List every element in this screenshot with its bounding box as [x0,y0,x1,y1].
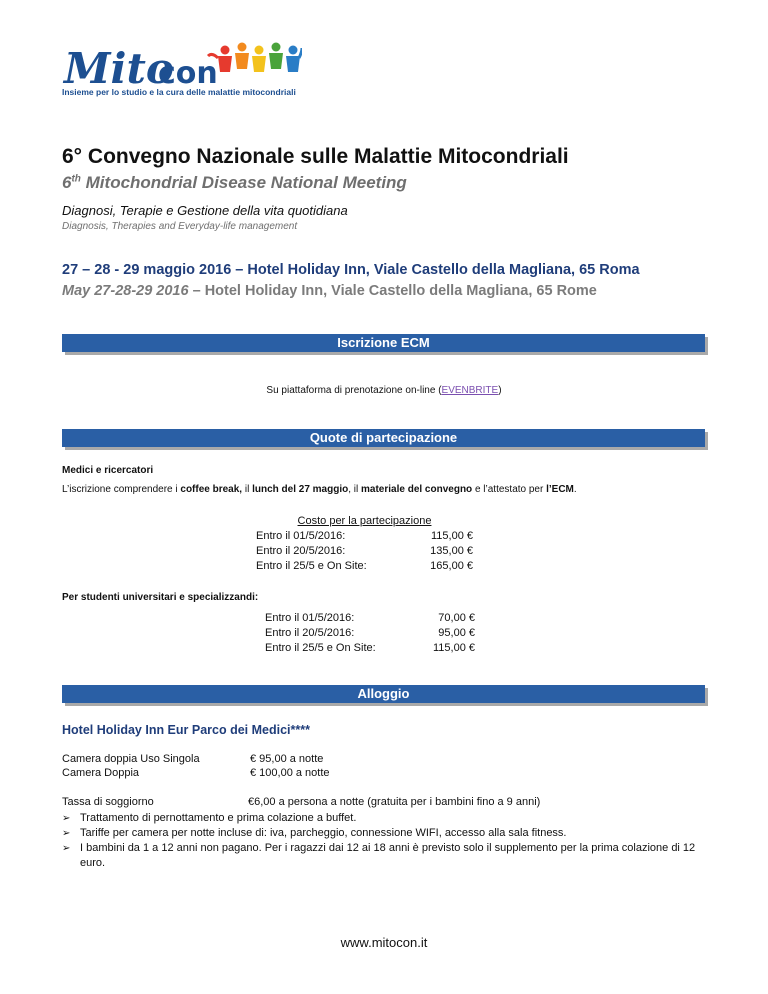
price-row [256,544,473,559]
room-type-label: Camera doppia Uso Singola [62,753,200,765]
description-segment: e l’attestato per [472,484,547,495]
section-header-quote: Quote di partecipazione [62,429,705,447]
medici-description [62,484,577,495]
list-item-text: I bambini da 1 a 12 anni non pagano. Per i ragazzi dai 12 ai 18 anni è previsto solo il supplemento per la prima colazione di 12 euro. [80,842,696,869]
footer-website[interactable]: www.mitocon.it [340,935,428,950]
page-subtitle: 6th Mitochondrial Disease National Meeting [62,173,407,192]
list-item-text: Trattamento di pernottamento e prima colazione a buffet. [80,812,357,824]
description-segment: . [573,484,577,495]
studenti-heading: Per studenti universitari e specializzandi: [62,592,259,603]
price-value: 115,00 € [430,530,473,542]
list-item [62,826,712,841]
list-item-text: Tariffe per camera per notte incluse di: iva, parcheggio, connessione WIFI, accesso alla sala fitness. [80,827,567,839]
description-segment: materiale del convegno [361,484,473,495]
cost-heading: Costo per la partecipazione [297,515,432,527]
price-label: Entro il 20/5/2016: [256,545,346,557]
price-value: 95,00 € [438,627,475,639]
room-type-price: € 100,00 a notte [250,767,330,779]
description-segment: l’ECM [546,484,574,495]
description-segment: lunch del 27 maggio [252,484,349,495]
logo-tagline: Insieme per lo studio e la cura delle malattie mitocondriali [62,87,296,97]
room-type-label: Camera Doppia [62,767,140,779]
price-label: Entro il 25/5 e On Site: [256,560,367,572]
list-item [62,811,712,826]
ecm-registration-text: Su piattaforma di prenotazione on-line (EVENBRITE) [266,385,502,396]
arrow-bullet-icon: ➢ [62,828,71,839]
tax-value: €6,00 a persona a notte (gratuita per i bambini fino a 9 anni) [248,796,541,808]
description-segment: il [242,484,253,495]
page-title: 6° Convegno Nazionale sulle Malattie Mitocondriali [62,145,569,168]
medici-heading: Medici e ricercatori [62,465,154,476]
logo-wordmark-con: con [158,56,218,91]
section-header-ecm: Iscrizione ECM [62,334,705,352]
logo-people-icon [208,43,302,73]
studenti-price-table [265,611,475,656]
topic-english: Diagnosis, Therapies and Everyday-life management [62,221,298,232]
event-date-english: May 27-28-29 2016 – Hotel Holiday Inn, Viale Castello della Magliana, 65 Rome [62,283,597,299]
hotel-name: Hotel Holiday Inn Eur Parco dei Medici**** [62,723,310,737]
topic-italian: Diagnosi, Terapie e Gestione della vita quotidiana [62,203,348,218]
event-date-italian: 27 – 28 - 29 maggio 2016 – Hotel Holiday Inn, Viale Castello della Magliana, 65 Roma [62,262,640,278]
room-type-price: € 95,00 a notte [250,753,324,765]
price-row [265,626,475,641]
medici-price-table [256,514,473,574]
description-segment: , il [348,484,362,495]
hotel-bullet-list [62,811,712,871]
price-value: 70,00 € [438,612,475,624]
price-label: Entro il 25/5 e On Site: [265,642,376,654]
price-row [256,529,473,544]
arrow-bullet-icon: ➢ [62,813,71,824]
price-row [265,611,475,626]
description-segment: coffee break, [180,484,243,495]
evenbrite-link[interactable]: EVENBRITE [441,385,499,396]
price-label: Entro il 01/5/2016: [265,612,355,624]
tax-label: Tassa di soggiorno [62,796,154,808]
mitocon-logo [62,38,302,108]
description-segment: L’iscrizione comprendere i [62,484,181,495]
list-item [62,841,712,871]
logo-wordmark-mito: Mito [64,44,174,93]
price-value: 165,00 € [430,560,473,572]
section-header-alloggio: Alloggio [62,685,705,703]
price-label: Entro il 01/5/2016: [256,530,346,542]
price-row [256,559,473,574]
price-value: 115,00 € [432,642,475,654]
price-label: Entro il 20/5/2016: [265,627,355,639]
price-value: 135,00 € [430,545,473,557]
arrow-bullet-icon: ➢ [62,843,71,854]
price-row [265,641,475,656]
